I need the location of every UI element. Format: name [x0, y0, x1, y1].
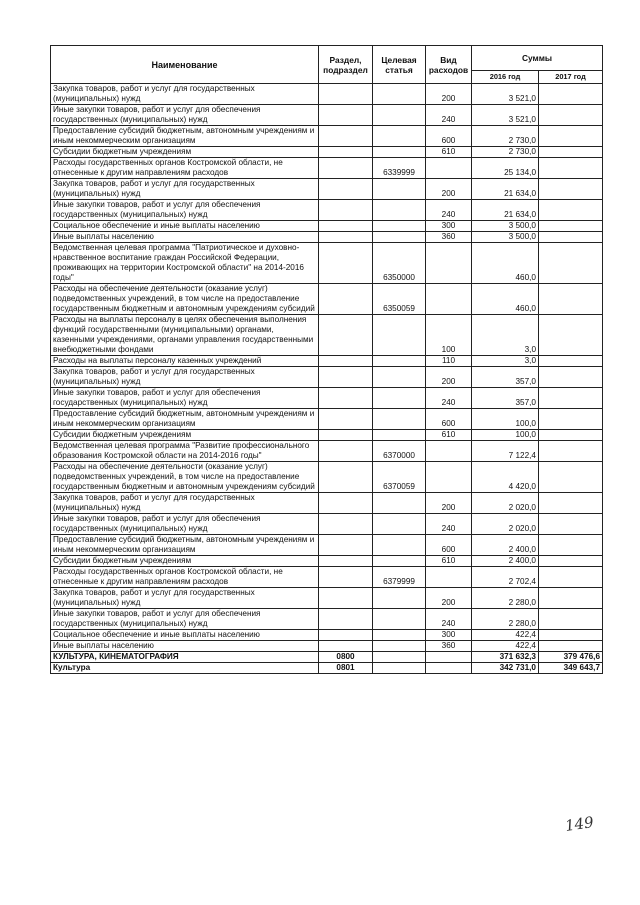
row-type: 110	[426, 356, 472, 367]
row-target	[373, 514, 426, 535]
table-row	[51, 493, 603, 514]
row-name: Иные закупки товаров, работ и услуг для обеспечения государственных (муниципальных) нужд	[51, 200, 319, 221]
header-type: Вид расходов	[426, 46, 472, 84]
row-target	[373, 556, 426, 567]
row-type: 610	[426, 556, 472, 567]
row-sum-2016: 25 134,0	[472, 158, 539, 179]
row-name: Расходы на выплаты персоналу казенных учреждений	[51, 356, 319, 367]
table-row	[51, 158, 603, 179]
header-year-2016: 2016 год	[472, 71, 539, 84]
row-sum-2017	[539, 158, 603, 179]
row-sum-2016: 100,0	[472, 409, 539, 430]
row-type: 200	[426, 179, 472, 200]
table-row	[51, 462, 603, 493]
row-type	[426, 567, 472, 588]
row-sum-2017: 349 643,7	[539, 663, 603, 674]
row-sum-2016: 7 122,4	[472, 441, 539, 462]
table-row	[51, 641, 603, 652]
row-sum-2016: 357,0	[472, 367, 539, 388]
row-type: 200	[426, 84, 472, 105]
row-name: Расходы на обеспечение деятельности (оказание услуг) подведомственных учреждений, в том числе на предоставление государственным бюджетным и автономным учреждениям субсидий	[51, 462, 319, 493]
row-section	[319, 284, 373, 315]
table-row	[51, 356, 603, 367]
row-sum-2016: 3 500,0	[472, 232, 539, 243]
row-sum-2017	[539, 567, 603, 588]
row-section	[319, 158, 373, 179]
budget-table	[50, 45, 603, 674]
table-row	[51, 409, 603, 430]
row-section	[319, 441, 373, 462]
table-row	[51, 388, 603, 409]
table-row	[51, 556, 603, 567]
row-sum-2016: 460,0	[472, 243, 539, 284]
table-row	[51, 441, 603, 462]
row-name: Закупка товаров, работ и услуг для государственных (муниципальных) нужд	[51, 84, 319, 105]
header-name: Наименование	[51, 46, 319, 84]
row-sum-2016: 2 730,0	[472, 126, 539, 147]
row-section	[319, 514, 373, 535]
row-sum-2017	[539, 409, 603, 430]
row-sum-2017	[539, 147, 603, 158]
row-target: 6379999	[373, 567, 426, 588]
row-target: 6339999	[373, 158, 426, 179]
row-name: Иные закупки товаров, работ и услуг для обеспечения государственных (муниципальных) нужд	[51, 514, 319, 535]
row-sum-2016: 100,0	[472, 430, 539, 441]
row-sum-2017	[539, 556, 603, 567]
row-type	[426, 441, 472, 462]
row-sum-2016: 422,4	[472, 641, 539, 652]
row-section	[319, 367, 373, 388]
table-row	[51, 663, 603, 674]
row-sum-2016: 371 632,3	[472, 652, 539, 663]
row-name: Закупка товаров, работ и услуг для государственных (муниципальных) нужд	[51, 588, 319, 609]
row-sum-2017	[539, 430, 603, 441]
row-sum-2017	[539, 535, 603, 556]
table-row	[51, 652, 603, 663]
row-section	[319, 126, 373, 147]
row-section	[319, 388, 373, 409]
row-type: 200	[426, 367, 472, 388]
row-section: 0800	[319, 652, 373, 663]
row-name: Ведомственная целевая программа "Патриотическое и духовно-нравственное воспитание граждан Российской Федерации, проживающих на территории Костромской области" на 2014-2016 годы"	[51, 243, 319, 284]
row-name: Социальное обеспечение и иные выплаты населению	[51, 630, 319, 641]
row-name: Иные закупки товаров, работ и услуг для обеспечения государственных (муниципальных) нужд	[51, 105, 319, 126]
row-section: 0801	[319, 663, 373, 674]
row-type: 360	[426, 232, 472, 243]
row-type: 200	[426, 493, 472, 514]
row-sum-2017	[539, 105, 603, 126]
row-section	[319, 147, 373, 158]
row-section	[319, 221, 373, 232]
row-type: 600	[426, 535, 472, 556]
row-type: 300	[426, 630, 472, 641]
row-sum-2016: 460,0	[472, 284, 539, 315]
row-section	[319, 462, 373, 493]
row-section	[319, 200, 373, 221]
row-section	[319, 409, 373, 430]
row-target	[373, 430, 426, 441]
row-type: 200	[426, 588, 472, 609]
row-sum-2016: 2 400,0	[472, 556, 539, 567]
row-type: 610	[426, 147, 472, 158]
row-section	[319, 630, 373, 641]
row-name: Закупка товаров, работ и услуг для государственных (муниципальных) нужд	[51, 367, 319, 388]
row-target	[373, 315, 426, 356]
row-name: Культура	[51, 663, 319, 674]
page-number: 149	[563, 813, 595, 835]
row-type: 600	[426, 126, 472, 147]
table-row	[51, 609, 603, 630]
row-section	[319, 609, 373, 630]
table-row	[51, 84, 603, 105]
row-section	[319, 356, 373, 367]
row-target	[373, 221, 426, 232]
row-target	[373, 493, 426, 514]
row-section	[319, 243, 373, 284]
row-type: 100	[426, 315, 472, 356]
row-section	[319, 315, 373, 356]
row-sum-2017	[539, 588, 603, 609]
row-target	[373, 409, 426, 430]
row-type: 240	[426, 514, 472, 535]
row-sum-2017	[539, 514, 603, 535]
row-sum-2016: 4 420,0	[472, 462, 539, 493]
table-row	[51, 232, 603, 243]
table-row	[51, 147, 603, 158]
row-sum-2016: 2 020,0	[472, 514, 539, 535]
header-year-2017: 2017 год	[539, 71, 603, 84]
table-row	[51, 221, 603, 232]
row-target	[373, 179, 426, 200]
row-sum-2017	[539, 630, 603, 641]
row-target	[373, 367, 426, 388]
row-sum-2016: 2 400,0	[472, 535, 539, 556]
row-sum-2017	[539, 315, 603, 356]
row-sum-2016: 2 280,0	[472, 609, 539, 630]
row-target	[373, 200, 426, 221]
row-sum-2016: 3,0	[472, 356, 539, 367]
row-sum-2016: 21 634,0	[472, 200, 539, 221]
table-row	[51, 315, 603, 356]
row-name: Иные закупки товаров, работ и услуг для обеспечения государственных (муниципальных) нужд	[51, 388, 319, 409]
row-target	[373, 588, 426, 609]
row-type: 600	[426, 409, 472, 430]
table-row	[51, 284, 603, 315]
row-section	[319, 493, 373, 514]
row-name: Расходы на выплаты персоналу в целях обеспечения выполнения функций государственными (муниципальными) органами, казенными учреждениями, органами управления государственными внебюджетными фондами	[51, 315, 319, 356]
row-sum-2016: 21 634,0	[472, 179, 539, 200]
row-target	[373, 630, 426, 641]
table-row	[51, 200, 603, 221]
row-sum-2016: 2 730,0	[472, 147, 539, 158]
row-target: 6370000	[373, 441, 426, 462]
row-name: Расходы на обеспечение деятельности (оказание услуг) подведомственных учреждений, в том числе на предоставление государственным бюджетным и автономным учреждениям субсидий	[51, 284, 319, 315]
row-sum-2016: 2 702,4	[472, 567, 539, 588]
row-name: Иные закупки товаров, работ и услуг для обеспечения государственных (муниципальных) нужд	[51, 609, 319, 630]
row-target	[373, 232, 426, 243]
table-row	[51, 588, 603, 609]
table-row	[51, 630, 603, 641]
table-row	[51, 514, 603, 535]
row-section	[319, 641, 373, 652]
row-sum-2016: 2 020,0	[472, 493, 539, 514]
row-target: 6350059	[373, 284, 426, 315]
row-section	[319, 105, 373, 126]
row-sum-2016: 3,0	[472, 315, 539, 356]
row-section	[319, 556, 373, 567]
row-target: 6370059	[373, 462, 426, 493]
row-sum-2016: 3 521,0	[472, 84, 539, 105]
row-sum-2017	[539, 356, 603, 367]
row-type	[426, 652, 472, 663]
row-type: 300	[426, 221, 472, 232]
row-name: Субсидии бюджетным учреждениям	[51, 430, 319, 441]
row-sum-2016: 3 500,0	[472, 221, 539, 232]
row-target	[373, 535, 426, 556]
row-sum-2017	[539, 367, 603, 388]
row-target	[373, 84, 426, 105]
row-type: 610	[426, 430, 472, 441]
row-sum-2017	[539, 84, 603, 105]
row-sum-2017	[539, 388, 603, 409]
header-sums: Суммы	[472, 46, 603, 71]
row-name: Субсидии бюджетным учреждениям	[51, 556, 319, 567]
row-section	[319, 535, 373, 556]
table-row	[51, 105, 603, 126]
row-target	[373, 105, 426, 126]
row-target	[373, 126, 426, 147]
table-row	[51, 243, 603, 284]
row-name: Закупка товаров, работ и услуг для государственных (муниципальных) нужд	[51, 493, 319, 514]
row-sum-2017: 379 476,6	[539, 652, 603, 663]
row-sum-2016: 357,0	[472, 388, 539, 409]
row-name: Иные выплаты населению	[51, 232, 319, 243]
row-section	[319, 232, 373, 243]
row-section	[319, 179, 373, 200]
table-row	[51, 367, 603, 388]
row-target	[373, 388, 426, 409]
row-name: Иные выплаты населению	[51, 641, 319, 652]
row-type: 360	[426, 641, 472, 652]
row-name: Социальное обеспечение и иные выплаты населению	[51, 221, 319, 232]
row-type: 240	[426, 609, 472, 630]
table-row	[51, 430, 603, 441]
row-name: КУЛЬТУРА, КИНЕМАТОГРАФИЯ	[51, 652, 319, 663]
row-type	[426, 158, 472, 179]
table-row	[51, 126, 603, 147]
row-sum-2017	[539, 179, 603, 200]
row-target	[373, 641, 426, 652]
row-sum-2017	[539, 232, 603, 243]
table-body	[51, 84, 603, 674]
row-name: Ведомственная целевая программа "Развитие профессионального образования Костромской области на 2014-2016 годы"	[51, 441, 319, 462]
row-name: Расходы государственных органов Костромской области, не отнесенные к другим направлениям расходов	[51, 158, 319, 179]
row-sum-2017	[539, 609, 603, 630]
row-target	[373, 356, 426, 367]
row-target	[373, 609, 426, 630]
row-target	[373, 147, 426, 158]
row-target	[373, 663, 426, 674]
table-row	[51, 567, 603, 588]
header-section: Раздел, подраздел	[319, 46, 373, 84]
row-target	[373, 652, 426, 663]
row-sum-2016: 2 280,0	[472, 588, 539, 609]
row-sum-2017	[539, 493, 603, 514]
row-target: 6350000	[373, 243, 426, 284]
row-sum-2017	[539, 641, 603, 652]
row-section	[319, 588, 373, 609]
row-sum-2016: 342 731,0	[472, 663, 539, 674]
row-name: Предоставление субсидий бюджетным, автономным учреждениям и иным некоммерческим организациям	[51, 409, 319, 430]
row-name: Расходы государственных органов Костромской области, не отнесенные к другим направлениям расходов	[51, 567, 319, 588]
row-section	[319, 567, 373, 588]
row-sum-2017	[539, 284, 603, 315]
row-sum-2017	[539, 462, 603, 493]
row-sum-2016: 422,4	[472, 630, 539, 641]
row-type: 240	[426, 105, 472, 126]
row-type	[426, 284, 472, 315]
row-name: Предоставление субсидий бюджетным, автономным учреждениям и иным некоммерческим организациям	[51, 535, 319, 556]
row-section	[319, 84, 373, 105]
row-sum-2017	[539, 441, 603, 462]
header-target: Целевая статья	[373, 46, 426, 84]
table-row	[51, 179, 603, 200]
table-row	[51, 535, 603, 556]
row-section	[319, 430, 373, 441]
row-name: Предоставление субсидий бюджетным, автономным учреждениям и иным некоммерческим организациям	[51, 126, 319, 147]
row-type	[426, 462, 472, 493]
row-sum-2016: 3 521,0	[472, 105, 539, 126]
row-type	[426, 663, 472, 674]
row-sum-2017	[539, 221, 603, 232]
row-type: 240	[426, 200, 472, 221]
row-type: 240	[426, 388, 472, 409]
row-name: Субсидии бюджетным учреждениям	[51, 147, 319, 158]
row-sum-2017	[539, 243, 603, 284]
row-sum-2017	[539, 126, 603, 147]
row-name: Закупка товаров, работ и услуг для государственных (муниципальных) нужд	[51, 179, 319, 200]
row-type	[426, 243, 472, 284]
row-sum-2017	[539, 200, 603, 221]
